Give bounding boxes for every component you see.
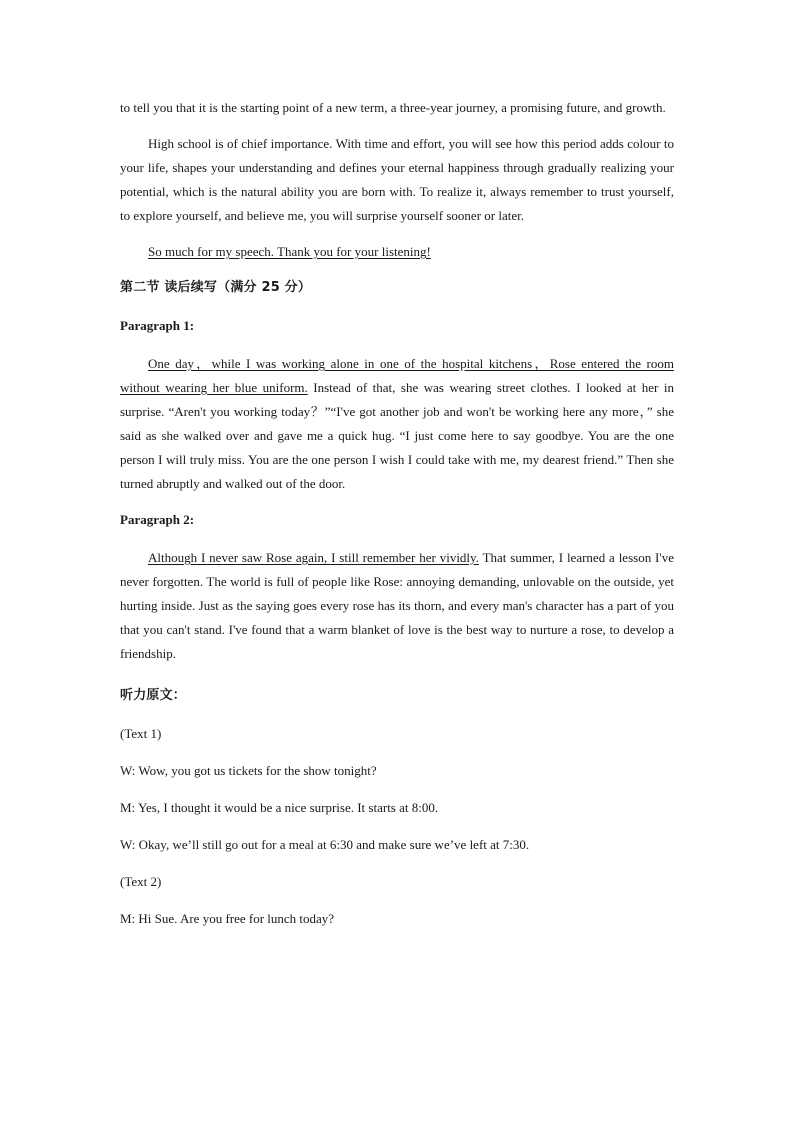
paragraph2-opening-sentence: Although I never saw Rose again, I still remember her vividly.: [148, 550, 479, 565]
paragraph1-body: [120, 352, 674, 496]
paragraph2-heading: Paragraph 2:: [120, 512, 195, 527]
paragraph1-rest: Instead of that, she was wearing street clothes. I looked at her in surprise. “Aren't you working today？”“I've got another job and won't be working here any more，” she said as she walked over and gave me a quick hug. “I just come here to say goodbye. You are the one person I will truly miss. You are the one person I wish I could take with me, my dearest friend.” Then she turned abruptly and walked out of the door.: [120, 380, 674, 491]
paragraph2-body: [120, 546, 674, 666]
paragraph2-rest: That summer, I learned a lesson I've never forgotten. The world is full of people like Rose: annoying demanding, unlovable on the outside, yet hurting inside. Just as the saying goes every rose has its thorn, and every man's character has a part of you that you can't stand. I've found that a warm blanket of love is the best way to nurture a rose, to develop a friendship.: [120, 550, 674, 661]
speech-closing-text: So much for my speech. Thank you for your listening!: [148, 244, 431, 259]
speech-closing: [120, 240, 674, 264]
listening-line: M: Yes, I thought it would be a nice surprise. It starts at 8:00.: [120, 800, 439, 815]
speech-paragraph: High school is of chief importance. With time and effort, you will see how this period adds colour to your life, shapes your understanding and defines your eternal happiness through gradually realizing your potential, which is the natural ability you are born with. To realize it, always remember to trust yourself, to explore yourself, and believe me, you will surprise yourself sooner or later.: [120, 136, 674, 223]
paragraph1-opening-sentence: One day，while I was working alone in one of the hospital kitchens，Rose entered the room without wearing her blue uniform.: [120, 356, 674, 395]
listening-line: (Text 1): [120, 726, 162, 741]
speech-continuation: to tell you that it is the starting point of a new term, a three-year journey, a promising future, and growth.: [120, 100, 666, 115]
paragraph1-heading: Paragraph 1:: [120, 318, 195, 333]
document-page: [120, 96, 674, 944]
listening-line: W: Okay, we’ll still go out for a meal at 6:30 and make sure we’ve left at 7:30.: [120, 837, 530, 852]
section-title: 第二节 读后续写（满分 25 分）: [120, 280, 312, 295]
listening-line: M: Hi Sue. Are you free for lunch today?: [120, 911, 335, 926]
listening-line: W: Wow, you got us tickets for the show tonight?: [120, 763, 377, 778]
listening-line: (Text 2): [120, 874, 162, 889]
listening-title: 听力原文：: [120, 688, 187, 703]
